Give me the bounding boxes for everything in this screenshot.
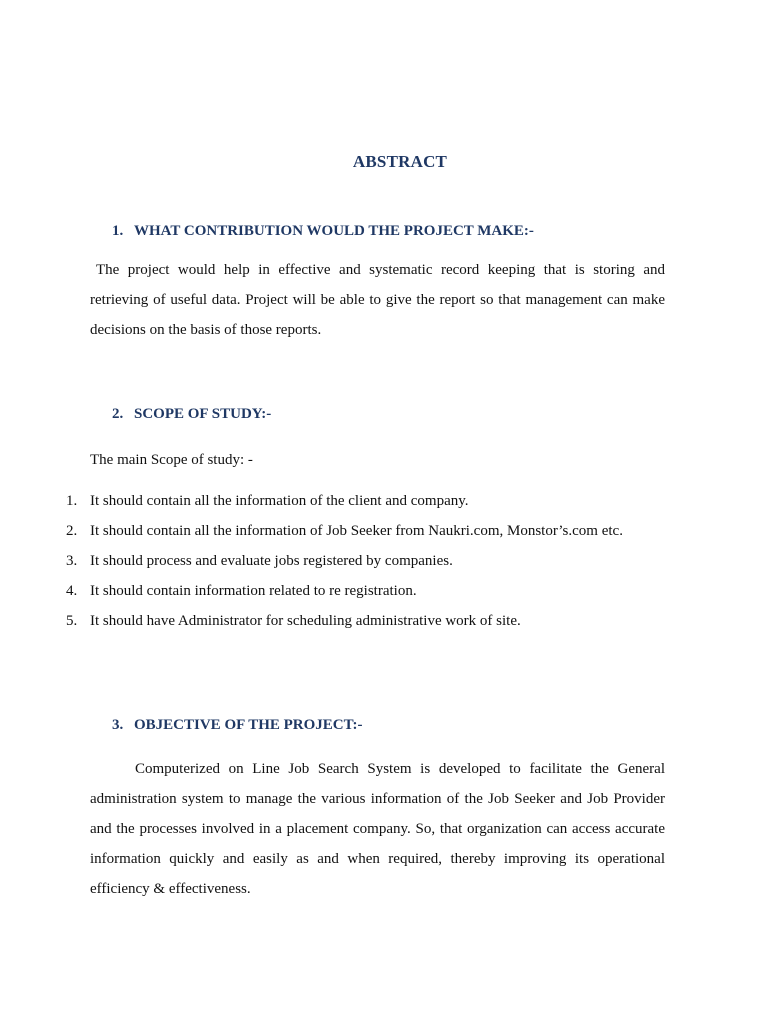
list-item	[66, 516, 665, 546]
objective-paragraph: Computerized on Line Job Search System is developed to facilitate the General administration system to manage the various information of the Job Seeker and Job Provider and the processes involved in a placement company. So, that organization can access accurate information quickly and easily as and when required, thereby improving its operational efficiency & effectiveness.	[90, 761, 665, 897]
section-heading-text: SCOPE OF STUDY:-	[134, 406, 272, 422]
scope-intro: The main Scope of study: -	[90, 452, 253, 468]
list-item-text: It should contain all the information of the client and company.	[90, 493, 469, 509]
section-number: 3.	[112, 717, 124, 733]
list-item-number: 3.	[66, 553, 78, 569]
list-item-number: 4.	[66, 583, 78, 599]
scope-list	[66, 486, 665, 636]
contribution-paragraph: The project would help in effective and systematic record keeping that is storing and retrieving of useful data. Project will be able to give the report so that management can make decisions on the basis of those reports.	[90, 262, 665, 338]
list-item	[66, 546, 665, 576]
section-heading-contribution	[112, 223, 534, 240]
page-title: ABSTRACT	[352, 152, 448, 171]
list-item-number: 5.	[66, 613, 78, 629]
list-item	[66, 576, 665, 606]
section-heading-objective	[112, 717, 363, 734]
section-number: 1.	[112, 223, 124, 239]
list-item	[66, 486, 665, 516]
list-item-text: It should contain information related to re registration.	[90, 583, 417, 599]
list-item-text: It should have Administrator for scheduling administrative work of site.	[90, 613, 521, 629]
section-heading-scope	[112, 406, 271, 423]
list-item-text: It should process and evaluate jobs registered by companies.	[90, 553, 453, 569]
section-number: 2.	[112, 406, 124, 422]
list-item	[66, 606, 665, 636]
list-item-text: It should contain all the information of Job Seeker from Naukri.com, Monstor’s.com etc.	[90, 523, 623, 539]
list-item-number: 2.	[66, 523, 78, 539]
section-heading-text: WHAT CONTRIBUTION WOULD THE PROJECT MAKE:-	[134, 223, 534, 239]
list-item-number: 1.	[66, 493, 78, 509]
section-heading-text: OBJECTIVE OF THE PROJECT:-	[134, 717, 363, 733]
